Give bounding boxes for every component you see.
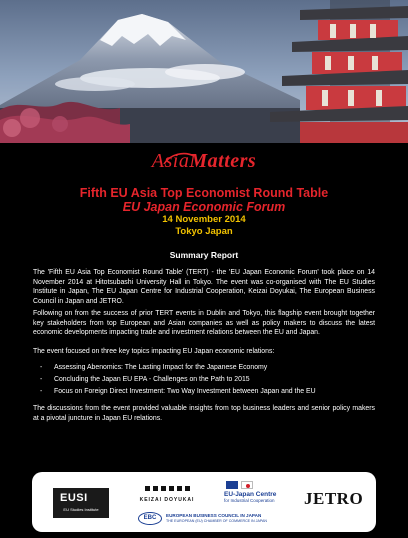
topic-text: Concluding the Japan EU EPA - Challenges on the Path to 2015 [54, 376, 250, 383]
keizai-logo-name: KEIZAI DOYUKAI [139, 497, 195, 503]
eu-flag-icon [226, 481, 238, 489]
paragraph-intro: The 'Fifth EU Asia Top Economist Round Table' (TERT) - the 'EU Japan Economic Forum' took place on 14 November 2014 at Hitotsubashi University Hall in Tokyo. The event was co-organised with The EU Studies Institute in Japan, The EU Japan Centre for Industrial Cooperation, Keizai Doyukai, The European Business Council in Japan and JETRO. [33, 269, 375, 305]
jetro-logo: JETRO [304, 489, 364, 508]
logo-text-asia: Asia [151, 150, 190, 172]
event-title: Fifth EU Asia Top Economist Round Table [79, 186, 329, 200]
asia-matters-logo-swoosh [162, 152, 196, 166]
eusi-logo-name: EUSI [60, 492, 88, 504]
hero-photo [0, 0, 408, 143]
event-titles [0, 186, 408, 238]
eusi-logo-sub: EU Studies Institute [63, 507, 99, 512]
paragraph-background: Following on from the success of prior TERT events in Dublin and Tokyo, this flagship event brought together key stakeholders from top European and Asian companies as well as policy makers to discuss the latest economic developments impacting trade and investment relations between the EU and Japan. [33, 310, 375, 337]
logo-text-matters: Matters [189, 150, 257, 172]
paragraph-conclusion: The discussions from the event provided valuable insights from top business leaders and senior policy makers at a pivotal juncture in Japan EU relations. [33, 405, 375, 422]
japan-flag-icon [241, 481, 253, 489]
keizai-doyukai-logo [136, 486, 198, 508]
ebc-logo-mark: EBC [138, 512, 162, 525]
event-location: Tokyo Japan [175, 226, 233, 237]
list-item [40, 374, 380, 386]
topic-text: Focus on Foreign Direct Investment: Two Way Investment between Japan and the EU [54, 388, 316, 395]
event-date: 14 November 2014 [162, 214, 246, 225]
eu-japan-centre-sub: for Industrial Cooperation [224, 498, 275, 503]
list-item [40, 386, 380, 398]
ebc-logo-sub: THE EUROPEAN (EU) CHAMBER OF COMMERCE IN JAPAN [166, 519, 267, 523]
event-subtitle: EU Japan Economic Forum [122, 200, 286, 214]
eusi-logo [53, 488, 109, 518]
bullet-marker: - [40, 388, 43, 395]
asia-matters-logo [0, 150, 408, 188]
keizai-squares [136, 486, 198, 491]
summary-heading: Summary Report [169, 250, 239, 260]
topic-text: Assessing Abenomics: The Lasting Impact for the Japanese Economy [54, 364, 268, 371]
ebc-logo [138, 512, 298, 526]
ebc-logo-name: EUROPEAN BUSINESS COUNCIL IN JAPAN [166, 513, 262, 518]
partner-logos [32, 472, 376, 532]
list-item [40, 362, 380, 374]
topics-list [40, 362, 380, 398]
eu-japan-centre-name: EU-Japan Centre [224, 491, 277, 498]
eu-japan-centre-logo [224, 481, 298, 507]
bullet-marker: - [40, 364, 43, 371]
paragraph-topics-intro: The event focused on three key topics impacting EU Japan economic relations: [33, 348, 275, 355]
mount-fuji-pagoda-photo [0, 0, 408, 143]
bullet-marker: - [40, 376, 43, 383]
